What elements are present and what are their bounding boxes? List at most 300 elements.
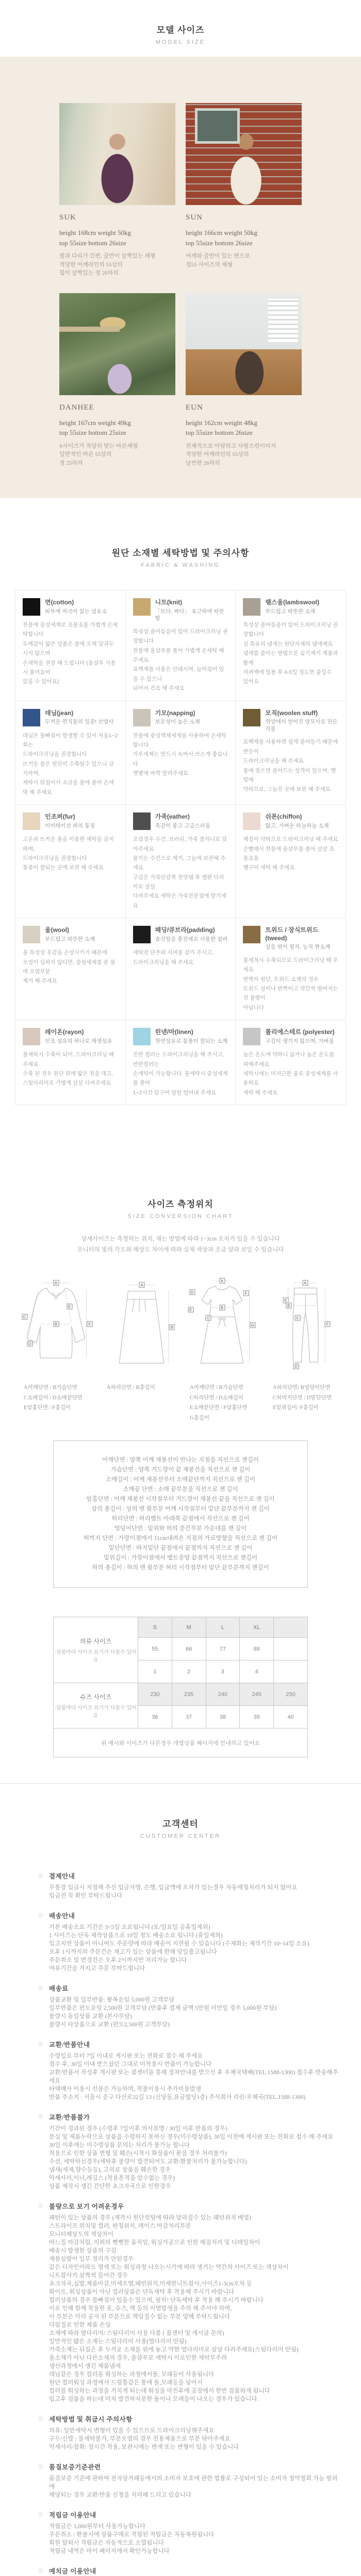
garment-diagrams bbox=[19, 1276, 342, 1423]
table-cell: 250 bbox=[274, 1683, 308, 1706]
fabric-card bbox=[236, 1020, 346, 1105]
text-line: 패턴이 있는 상품의 경우 (제작시 원단컷팅에 따라 달라질수 있는 패턴위치 배열) bbox=[49, 2215, 251, 2222]
text-line: 적립금은 3,000원부터 사용가능합니다 bbox=[49, 2523, 146, 2530]
text-line: 드라이크리닝을 해 주세요 bbox=[133, 959, 194, 965]
fabric-name: 램스울(lambswool) bbox=[265, 599, 320, 606]
text-line: 데님은 물빠짐이 발생할 수 있어 처음1~2회는 bbox=[23, 732, 118, 748]
text-line: 지퍼백에 밀봉 후 4-5일 정도면 줄일수 있어요 bbox=[243, 669, 332, 685]
table-cell: 37 bbox=[172, 1706, 206, 1728]
text-line: 울소재가 아닌 다른소재의 경우, 울샴푸로 세탁시 이로인한 세탁부주의 bbox=[49, 2355, 227, 2362]
notice-heading-row bbox=[38, 2510, 340, 2520]
measurement-definitions-box bbox=[53, 1440, 308, 1588]
table-cell: 39 bbox=[240, 1706, 274, 1728]
text-line: 기간이 경과된 경우 (수령후 7일이후 의사표명 / 30일 이후 반품의 경우) bbox=[49, 2126, 227, 2132]
text-line: A허리단면/ B엉덩이단면 bbox=[273, 1385, 331, 1391]
text-line: 타택배사 이용시 선불은 가능하며, 착불이용시 추가비용발생 bbox=[49, 2086, 201, 2093]
text-line: 이로 인해 함께 착용한 옷, 슈즈, 백 등의 이염발생을 주의 해 주셔야 하며, bbox=[49, 2306, 232, 2312]
text-line: 세탁 해 주세요 bbox=[243, 1089, 278, 1096]
fabric-card bbox=[126, 918, 236, 1020]
bullet-icon: ◎ bbox=[38, 2202, 43, 2209]
measure-point-label: B bbox=[286, 1303, 291, 1309]
fabric-swatch-image bbox=[23, 1028, 40, 1045]
text-line: 약하므로, 그늘진 곳에 보관 해 주세요 bbox=[243, 786, 331, 793]
measure-point-label: E bbox=[188, 1307, 193, 1313]
text-line: 찬물에 중성액체세제를 사용하여 손세탁 합니다 bbox=[133, 732, 226, 748]
text-line: 상의 총길이 : 상의 맨 윗부분 어깨 시작점부터 밑단 끝부분까지 잰 길이 bbox=[91, 1506, 270, 1513]
text-line: 드라이크리닝을 권장합니다 bbox=[23, 855, 87, 861]
fabric-tagline: 면양에서 얻어진 양모사로 만든 직물 bbox=[265, 719, 338, 732]
table-cell: 4 bbox=[240, 1660, 274, 1683]
measure-point-label: F bbox=[243, 1291, 249, 1296]
size-chart-notes bbox=[0, 1234, 361, 1255]
table-row-label bbox=[54, 1617, 138, 1683]
table-cell bbox=[274, 1638, 308, 1660]
measure-point-label: A bbox=[219, 1278, 225, 1284]
fabric-card-header bbox=[133, 598, 228, 622]
fabric-tagline: 「뜨다, 짜다」 포근하며 따뜻함 bbox=[155, 608, 224, 622]
text-line: C허리단면 / D소매길이 bbox=[190, 1395, 243, 1401]
text-line: 컬러상품의 경우 물빠짐이 있을수 있으며, 필히! 단독세탁 후 착용 해 주시기 바랍니다 bbox=[49, 2297, 264, 2304]
text-line: 손세탁이 가능합니다. 물세탁시 중성세제를 풀어 bbox=[133, 1070, 228, 1087]
measure-point-label: E bbox=[283, 1298, 288, 1303]
notice-heading: 세탁방법 및 취급시 주의사항 bbox=[49, 2416, 133, 2424]
fabric-subtitle: FABRIC & WASHING bbox=[141, 562, 220, 568]
model-top-bottom-size: top 55size bottom 25size bbox=[59, 429, 126, 436]
measure-point-label: C bbox=[206, 1315, 211, 1321]
fabric-card bbox=[236, 805, 346, 918]
text-line: E암홀단면 / F총길이 bbox=[24, 1405, 71, 1411]
notice-heading: 결제안내 bbox=[49, 1873, 75, 1880]
table-cell bbox=[274, 1617, 308, 1638]
text-line: 힙이 살짝있는 정 26하의 bbox=[59, 270, 119, 276]
top-outline-drawing bbox=[19, 1276, 93, 1379]
text-line: 찬물에 울샴푸를 풀어 가볍게 손세탁 해주세요. bbox=[133, 647, 224, 663]
text-line: 입금전 꼭 확인 부탁드립니다 bbox=[49, 1893, 122, 1900]
section-divider bbox=[0, 1783, 361, 1784]
text-line: 헹구어 세탁 해 주세요 bbox=[243, 865, 295, 871]
notice-body bbox=[49, 1884, 340, 1900]
fabric-card-header bbox=[133, 1028, 228, 1045]
model-card bbox=[186, 103, 302, 278]
table-cell bbox=[274, 1660, 308, 1683]
measure-point-label: E bbox=[67, 1304, 72, 1310]
fabric-card bbox=[126, 1020, 236, 1105]
text-line: 악세사리,이너,레깅스 (착용흔적을 알수없는 경우) bbox=[49, 2175, 175, 2182]
model-grid bbox=[59, 103, 302, 467]
text-line: 수축 된 경우 원단 위에 얇은 천을 대고, bbox=[23, 1070, 113, 1077]
model-name: DANHEE bbox=[59, 403, 94, 412]
text-line: 여유기간을 가지고 주문 부탁드립니다 bbox=[49, 1965, 145, 1972]
table-cell: 240 bbox=[206, 1683, 240, 1706]
measure-point-label: B bbox=[219, 1305, 225, 1311]
text-line: 불량시 타상품으로 교환 (편도2,500원 고객부담) bbox=[49, 2022, 170, 2028]
model-card bbox=[59, 293, 175, 468]
measure-point-label: D bbox=[189, 1290, 195, 1295]
fabric-care-instructions bbox=[133, 731, 228, 778]
fabric-card-header bbox=[23, 598, 118, 616]
text-line: 해당되는 경우 교환/반품 신청을 처리해 드리고 있습니다 bbox=[49, 2492, 191, 2499]
text-line: 상품 제작시 생긴 간단한 초크자국으로 인한경우 bbox=[49, 2183, 171, 2190]
size-category-note: :상품마다 사이즈 표기가 다를수 있어요 bbox=[55, 1650, 137, 1664]
measure-point-label: A bbox=[139, 1282, 145, 1288]
text-line: 있을 수 있어요) bbox=[23, 679, 59, 685]
text-line: 적립금 내역은 마이 페이지에서 확인가능합니다 bbox=[49, 2548, 170, 2555]
notice-heading: 교환/반품불가 bbox=[49, 2114, 90, 2122]
notice-body bbox=[49, 2052, 340, 2102]
notice-heading-row bbox=[38, 2414, 340, 2424]
fabric-swatch-image bbox=[133, 1028, 151, 1045]
bullet-icon: ◎ bbox=[38, 2113, 43, 2120]
text-line: 표백제를 사용은 안돼시며, 늘어짐이 있을 수 있으니 bbox=[133, 666, 224, 682]
text-line: E밑위길이/ F총길이 bbox=[273, 1405, 319, 1411]
bullet-icon: ◎ bbox=[38, 2511, 43, 2518]
text-line: 어깨와 골반이 있는 편으로 bbox=[186, 253, 251, 259]
notice-body bbox=[49, 2427, 340, 2451]
text-line: 찬물에 중성세제로 조물조물 가볍게 손세탁합니다 bbox=[23, 622, 118, 638]
text-line: 물기는 수건으로 제거, 그늘에 보관해 주세요 bbox=[133, 855, 226, 871]
model-photo bbox=[59, 103, 175, 205]
text-line: 데님같은 경우 컬러를 워싱하는 과정에서돌, 모래등이 사용됩니다 bbox=[49, 2371, 215, 2378]
text-line: 세탁전 단추와 지퍼를 잠가 주시고, bbox=[133, 950, 214, 956]
fabric-care-instructions bbox=[23, 731, 118, 798]
fabric-swatch-image bbox=[133, 926, 151, 943]
text-line: 바느질 마감처림, 지퍼의 뻣뻣한 움직임, 워싱가공으로 인한 헤짐처리 및 디테일차이 bbox=[49, 2240, 260, 2246]
text-line: 원단 컬러워싱 과정에서 드럼통같은 통에 돌,모래등을 넣어서 bbox=[49, 2380, 203, 2386]
text-line: 진한 컬러는 드라이크리닝을 해 주시고, 연한컬러는 bbox=[133, 1052, 224, 1067]
diagram-top bbox=[19, 1276, 93, 1413]
text-line: 주문취소 및 변경건은 오후 2시까지만 처리가능 합니다 bbox=[49, 1957, 187, 1964]
fabric-card-header bbox=[133, 926, 228, 943]
notice-heading-row bbox=[38, 1871, 340, 1881]
measure-point-label: C bbox=[22, 1314, 27, 1320]
text-line: 수령일로 부터 7일 이내로 게시판 또는 전화로 접수 해 주세요 bbox=[49, 2053, 203, 2060]
fabric-header bbox=[0, 546, 361, 568]
text-line: E소매끝단면 / F암홀단면 bbox=[190, 1405, 248, 1411]
text-line: 1~2시간 담구어 털털 털어내 주세요 bbox=[133, 1089, 216, 1096]
model-measurements bbox=[186, 228, 302, 248]
text-line: 수선, 세탁하신경우(세탁후 불량이 발견되어도 교환/환불처리가 불가능합니다) bbox=[49, 2159, 247, 2165]
table-cell: M bbox=[172, 1617, 206, 1638]
fabric-name: 인조퍼(fur) bbox=[45, 813, 75, 821]
text-line: 회원 탈퇴시 적립금은 자동적으로 소멸됩니다 bbox=[49, 2540, 164, 2547]
text-line: 물세탁시 수축이 되어, 드라이크리닝 해 주세요 bbox=[23, 1052, 114, 1067]
fabric-name: 데님(jean) bbox=[45, 709, 74, 717]
notice-body bbox=[49, 2475, 340, 2499]
fabric-tagline: 촉감이 좋고 고급스러움 bbox=[155, 822, 210, 829]
text-line: 반짝이 원단, 트위드 소재의 경우 bbox=[243, 976, 319, 982]
fabric-swatch-image bbox=[243, 812, 260, 830]
measure-point-label: A bbox=[302, 1280, 308, 1286]
text-line: 주문취소 / 환불시에 상품구매로 적립된 적립금은 자동복원됩니다 bbox=[49, 2532, 215, 2538]
notice-body bbox=[49, 2125, 340, 2191]
notice-heading-row bbox=[38, 1984, 340, 1993]
fabric-tagline: 구김이 생기지 않으며, 가벼움 bbox=[265, 1038, 334, 1044]
fabric-card-header bbox=[243, 1028, 338, 1045]
notice-heading-row bbox=[38, 2462, 340, 2472]
text-line: 날씬한 26하의 bbox=[186, 460, 220, 466]
notice-heading: 교환/반품안내 bbox=[49, 2041, 90, 2049]
model-description bbox=[59, 442, 175, 468]
text-line: G총길이 bbox=[190, 1415, 210, 1421]
notice-heading: 품질보증기준관련 bbox=[49, 2464, 101, 2471]
fabric-card-header bbox=[243, 598, 338, 616]
text-line: 구김은 가죽안감쪽 천덧댐 후 엘판 다리미로 살살 bbox=[133, 874, 224, 890]
fabric-card bbox=[15, 805, 126, 918]
diagram-labels bbox=[107, 1383, 176, 1393]
fabric-card-header bbox=[23, 1028, 118, 1045]
bullet-icon: ◎ bbox=[38, 1872, 43, 1879]
text-line: 반품 주소지 : 서울시 중구 다산로32길 13 (신당동,유금빌딩1층) 주식회사 리린/우체국(TEL.1588-1300) bbox=[49, 2094, 306, 2101]
text-line: 특성상 줄어듬음이 있어 드라이크리닝 권장합니다 bbox=[243, 622, 338, 638]
fabric-name: 트위드 / 장식트위드(tweed) bbox=[265, 926, 319, 942]
text-line: 드라이크리닝을 해 주세요 bbox=[243, 758, 304, 765]
notice-section bbox=[38, 1911, 340, 1973]
fabric-card bbox=[236, 701, 346, 805]
text-line: 드라이크리닝을 권장합니다 bbox=[23, 751, 87, 758]
fabric-care-instructions bbox=[133, 1050, 228, 1097]
text-line: 입고후 검품을 하는데 미처 발견하지못한 돌이나 모레들이 나오는 경우가 있습니다. bbox=[49, 2396, 259, 2403]
model-card bbox=[186, 293, 302, 468]
fabric-tagline: 피부에 자극이 없는 섬유소 bbox=[45, 608, 107, 615]
fabric-card-header bbox=[243, 709, 338, 733]
fabric-name: 폴리에스테르 (polyester) bbox=[265, 1028, 335, 1036]
diagram-pants bbox=[268, 1276, 342, 1413]
fabric-card bbox=[236, 918, 346, 1020]
notice-heading-row bbox=[38, 2040, 340, 2049]
text-line: 같은 디자인이라도 염색 또는 워싱과정 나오는시기에 따라 생기는 약간의 사이즈 또는 색상차이 bbox=[49, 2264, 289, 2271]
fabric-tagline: 보온성이 높은 소재 bbox=[155, 719, 200, 725]
model-top-bottom-size: top 55size bottom 26size bbox=[186, 239, 253, 247]
text-line: 가슴단면 : 양쪽 겨드랑이 끝 재봉선을 직선으로 잰 길이 bbox=[110, 1467, 251, 1473]
text-line: 생산과정에서 생긴 제품냄새 bbox=[49, 2363, 121, 2370]
fabric-care-instructions bbox=[23, 1050, 118, 1088]
diagram-labels bbox=[190, 1383, 259, 1423]
text-line: 전체적으로 아담하고 사랑스런이미지 bbox=[186, 443, 276, 449]
text-line: 적당한 어깨라인의 55상의 bbox=[186, 451, 249, 457]
fabric-care-instructions bbox=[133, 835, 228, 910]
text-line: 밑위길이 : 가랑이점에서 벨트중앙 끝점까지 직선으로 잰길이 bbox=[103, 1555, 258, 1562]
text-line: 입고지연 상품이 아니여도 주문량에 따라 배송이 지연될 수 있습니다 (수제화는 제작기간 10~14일 소요) bbox=[49, 1941, 309, 1947]
notice-heading-row bbox=[38, 1911, 340, 1921]
text-line: 울 특성상 옷감을 손상시키기 때문에 bbox=[23, 950, 107, 956]
model-name: SUK bbox=[59, 213, 77, 222]
text-line: 악세사리/잡화: 장시간 착용, 보관시에는 변색 또는 변형이 있을 수 있습니다 bbox=[49, 2444, 239, 2451]
notice-heading: 예치금 이용안내 bbox=[49, 2568, 96, 2575]
fabric-name: 패딩/큐브라(padding) bbox=[155, 926, 215, 934]
customer-center-section bbox=[0, 1783, 361, 2576]
text-line: 오염경우 수건, 브러쉬, 가죽 클리너로 닦아주세요 bbox=[133, 836, 227, 852]
fabric-care-instructions bbox=[23, 948, 118, 986]
measure-point-label: F bbox=[325, 1321, 331, 1327]
size-note-line: 모니터의 빛의 각도와 해상도 차이에 따라 실제 색상과 조금 달라 보일 수 있습니다 bbox=[77, 1246, 284, 1253]
fabric-card bbox=[15, 1020, 126, 1105]
fabric-care-instructions bbox=[23, 620, 118, 687]
text-line: 무통장 입금시 지정해 주신 입금자명, 은행, 입금액에 오차가 있는경우 자동매칭처리가 되지 않아요 bbox=[49, 1885, 298, 1891]
text-line: 표백제를 사용하면 쉽게 줄어들기 때문에 반듯이 bbox=[243, 739, 338, 755]
size-category-label: 슈즈 사이즈 bbox=[79, 1693, 112, 1701]
fabric-card bbox=[15, 918, 126, 1020]
measure-point-label: D bbox=[293, 1364, 299, 1369]
table-cell: 3 bbox=[206, 1660, 240, 1683]
notice-heading: 배송료 bbox=[49, 1985, 69, 1993]
table-cell: S bbox=[138, 1617, 172, 1638]
fabric-swatch-image bbox=[243, 1028, 260, 1045]
text-line: A허리단면 / B총길이 bbox=[107, 1385, 155, 1391]
bullet-icon: ◎ bbox=[38, 1984, 43, 1991]
notice-section bbox=[38, 1871, 340, 1900]
notice-section bbox=[38, 2112, 340, 2191]
fabric-name: 울(wool) bbox=[45, 926, 69, 934]
diagram-dress bbox=[185, 1276, 259, 1423]
fabric-name: 레이온(rayon) bbox=[45, 1028, 84, 1036]
fabric-tagline: 솜깃털을 충전재로 사용한 점퍼 bbox=[155, 936, 228, 942]
table-cell: 2 bbox=[172, 1660, 206, 1683]
notice-heading: 배송안내 bbox=[49, 1912, 75, 1920]
table-cell: XL bbox=[240, 1617, 274, 1638]
model-measurements bbox=[186, 418, 302, 438]
text-line: 소재에 따라 열다리미/ 스팀다리미 사용 다름 ( 콜센터 및 게시글 문의) bbox=[49, 2330, 224, 2337]
text-line: 허벅지 단면 : 가랑이점에서 11cm내려온 지점의 가로방향을 직선으로 잰 길이 bbox=[83, 1535, 278, 1542]
model-size-title: 모델 사이즈 bbox=[156, 25, 205, 35]
model-photo bbox=[186, 293, 302, 395]
fabric-tagline: 인조 섬유의 하나로 재생섬유 bbox=[45, 1038, 112, 1044]
bullet-icon: ◎ bbox=[38, 2567, 43, 2574]
table-cell: 77 bbox=[206, 1638, 240, 1660]
fabric-care-instructions bbox=[133, 948, 228, 967]
text-line: 재봉실밥이 일부 정리가 안된경우 bbox=[49, 2256, 134, 2263]
text-line: 물에 젖으면 줄어드는 성격이 있으며, 햇빛에 bbox=[243, 767, 336, 783]
fabric-grid bbox=[15, 590, 346, 1105]
size-conversion-table bbox=[53, 1617, 308, 1757]
model-size-subtitle: MODEL SIZE bbox=[155, 39, 206, 45]
measure-point-label: B bbox=[169, 1325, 175, 1330]
fabric-card bbox=[126, 701, 236, 805]
skirt-outline-drawing bbox=[102, 1276, 176, 1379]
text-line: 1 사이즈는 단독 제작상품으로 10일 정도 배송소요 됩니다 (휴일제외) bbox=[49, 1933, 223, 1939]
model-top-bottom-size: top 55size bottom 26size bbox=[186, 429, 253, 436]
fabric-swatch-image bbox=[23, 709, 40, 726]
model-description bbox=[59, 252, 175, 278]
text-line: 의류: 일반세탁시 변형이 있을 수 있으므로 드라이크리닝해주세요 bbox=[49, 2428, 215, 2434]
customer-center-header bbox=[0, 1817, 361, 1839]
model-height-weight: height 162cm weight 48kg bbox=[186, 418, 258, 427]
text-line: 세탁시 뒤집어서 소금을 물에 풀어 손세탁 해 주세요 bbox=[23, 779, 114, 795]
fabric-care-instructions bbox=[23, 835, 118, 873]
size-chart-header bbox=[0, 1197, 361, 1219]
size-chart-subtitle: SIZE CONVERSION CHART bbox=[127, 1213, 234, 1220]
table-cell: 1 bbox=[138, 1660, 172, 1683]
fabric-card bbox=[15, 590, 126, 701]
customer-center-title: 고객센터 bbox=[162, 1819, 199, 1829]
notice-section bbox=[38, 2510, 340, 2555]
notice-body bbox=[49, 2522, 340, 2555]
fabric-tagline: 천연섬유로 통풍이 잘되는 소재 bbox=[155, 1038, 228, 1044]
model-size-band bbox=[0, 57, 361, 498]
fabric-care-instructions bbox=[243, 835, 338, 873]
notice-section bbox=[38, 2462, 340, 2499]
fabric-tagline: 얇고, 가벼운 하늘하늘 소재 bbox=[265, 822, 329, 829]
table-cell: 38 bbox=[206, 1706, 240, 1728]
fabric-card bbox=[236, 590, 346, 701]
notice-section bbox=[38, 1984, 340, 2029]
table-footnote: 위 예시와 사이즈가 다른경우 개별상품 페이지에 안내하고 있어요 bbox=[54, 1728, 308, 1757]
diagram-labels bbox=[24, 1383, 93, 1413]
text-line: 암홀단면 : 어깨 재봉선 시작점부터 겨드랑이 재봉선 끝을 직선으로 잰 길이 bbox=[86, 1496, 275, 1503]
fabric-card-header bbox=[133, 709, 228, 726]
text-line: 뜨거운 물은 원단이 수축될수 있으니 금지하며, bbox=[23, 760, 114, 776]
text-line: 일반적인 마른 55상의 bbox=[59, 451, 112, 457]
model-name: EUN bbox=[186, 403, 203, 412]
fabric-name: 니트(knit) bbox=[155, 599, 183, 606]
text-line: 팔과 다리가 긴편, 골반이 살짝있는 체형 bbox=[59, 253, 156, 259]
text-line: 화이트, 워싱상품이 아닌 컬러상품은 단독세탁 후 착용해 주시기 바랍니다 bbox=[49, 2289, 235, 2296]
fabric-name: 가죽(eather) bbox=[155, 813, 190, 821]
table-cell: 55 bbox=[138, 1638, 172, 1660]
fabric-name: 린넨/마(linen) bbox=[155, 1028, 193, 1036]
fabric-card-header bbox=[23, 709, 118, 726]
text-line: 손세탁을 권장 해 드립니다 (울샴푸 사용시 풀어듬이 bbox=[23, 659, 116, 675]
fabric-swatch-image bbox=[243, 926, 260, 943]
notice-section bbox=[38, 2040, 340, 2102]
fabric-card-header bbox=[243, 926, 338, 951]
fabric-care-instructions bbox=[243, 737, 338, 794]
text-line: 제거 해 주세요 bbox=[23, 978, 57, 985]
table-cell: 235 bbox=[172, 1683, 206, 1706]
text-line: 세탁시에는 미지근한 물로 중성세제를 사용하요 bbox=[243, 1070, 338, 1087]
fabric-care-instructions bbox=[243, 620, 338, 687]
text-line: S사이즈가 적당히 맞는 마른체형 bbox=[59, 443, 138, 449]
model-size-section bbox=[0, 0, 361, 498]
text-line: 두께감이 얇은 상품은 물에 오래 담궈두시지 않으며 bbox=[23, 640, 114, 657]
text-line: 냄새(세제,향수등등), 고의로 상품을 훼손한 경우 bbox=[49, 2167, 171, 2174]
notice-section bbox=[38, 2566, 340, 2576]
fabric-care-instructions bbox=[243, 1050, 338, 1097]
fabric-card-header bbox=[23, 926, 118, 943]
model-name: SUN bbox=[186, 213, 203, 222]
model-photo bbox=[186, 103, 302, 205]
text-line: 높은 온도에 약하니 삶거나 높은 온도를 피해주세요 bbox=[243, 1052, 335, 1067]
text-line: 다림질로 인한 제품 손상 bbox=[49, 2322, 111, 2329]
diagram-skirt bbox=[102, 1276, 176, 1393]
text-line: 하의 총길이 : 하의 맨 윗부분 허리 시작점부터 밑단 끝부분까지 잰길이 bbox=[92, 1565, 269, 1571]
fabric-card bbox=[126, 805, 236, 918]
text-line: 가죽소재는 뒤집은 후 두꺼운 소재를 위에 놓고 약한 열다리미로 살살 다려주세요(스팀다리미 안됨) bbox=[49, 2347, 299, 2353]
table-cell: 66 bbox=[172, 1638, 206, 1660]
bullet-icon: ◎ bbox=[38, 1911, 43, 1919]
text-line: 스팀다리미로 가볍게 살살 다려주세요 bbox=[23, 1080, 111, 1087]
text-line: 접수 후, 30일 이내 받으셨던 그대로 미착용시 반품이 가능합니다 bbox=[49, 2061, 212, 2068]
text-line: A어깨단면 / B가슴단면 bbox=[190, 1385, 243, 1391]
text-line: 엉덩이단면 : 밑위와 허의 중간부분 가운데를 잰 길이 bbox=[114, 1526, 247, 1532]
text-line: 교환/반품서 작성후 게시판 또는 콜센터를 통해 절차안내를 받으신 후 우체국택배(TEL.1588-1300) 접수후 반송해주세요 bbox=[49, 2070, 338, 2084]
notice-heading-row bbox=[38, 2566, 340, 2576]
fabric-tagline: 부드럽고 따뜻한 소재 bbox=[265, 608, 316, 615]
bullet-icon: ◎ bbox=[38, 2415, 43, 2422]
text-line: 스트라이프 위치및 컬러, 펀칭위치, 레이스 마감처리부분 bbox=[49, 2223, 191, 2230]
fabric-swatch-image bbox=[243, 709, 260, 726]
text-line: 뉘어서 건조 해 주세요 bbox=[133, 685, 185, 692]
table-cell: 40 bbox=[274, 1706, 308, 1728]
fabric-washing-section bbox=[0, 546, 361, 1105]
text-line: 소매끝 단면 : 소매 끝부분을 직선으로 잰 길이 bbox=[123, 1486, 238, 1493]
fabric-card-header bbox=[243, 812, 338, 830]
bullet-icon: ◎ bbox=[38, 2463, 43, 2470]
notice-heading: 적립금 이용안내 bbox=[49, 2512, 96, 2519]
notice-body bbox=[49, 2214, 340, 2403]
diagram-labels bbox=[273, 1383, 342, 1413]
fabric-name: 모직(woolen stuff) bbox=[265, 709, 318, 717]
text-line: 고온과 뜨거운 물을 이용한 세탁을 금지하며, bbox=[23, 836, 114, 852]
